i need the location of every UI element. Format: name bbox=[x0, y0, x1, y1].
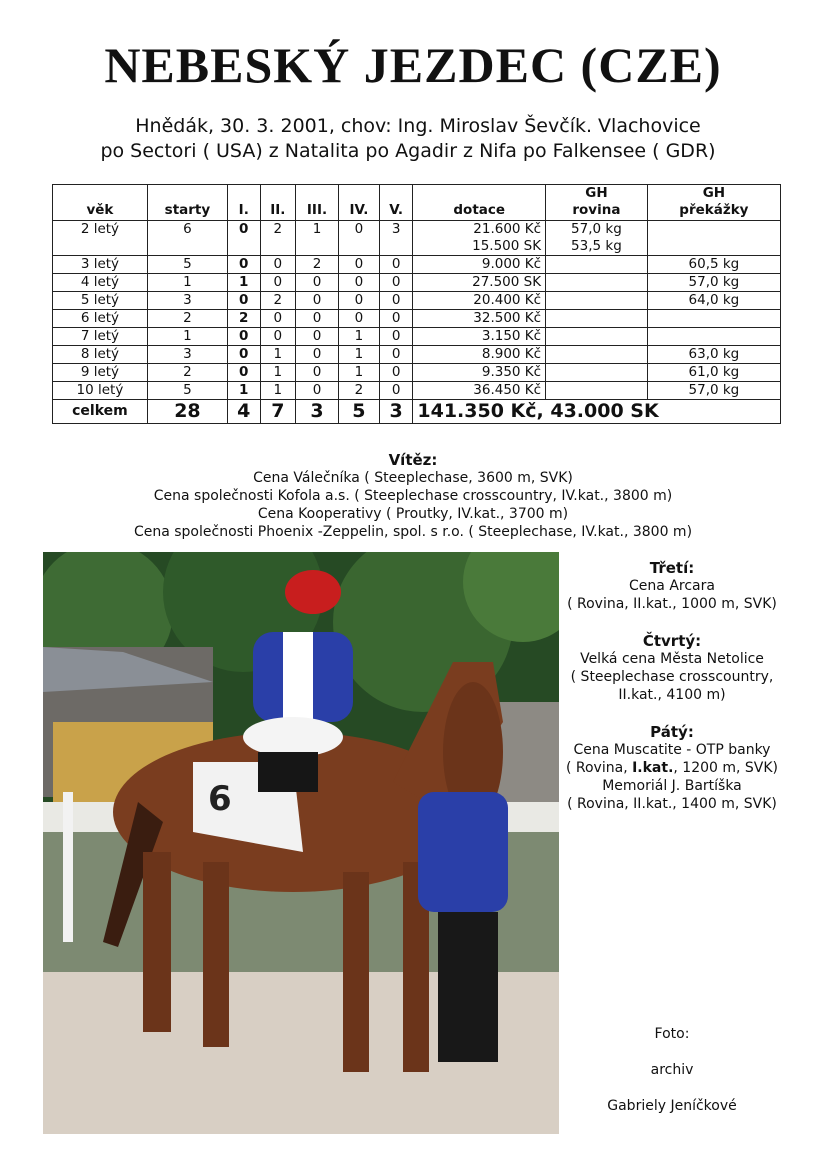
table-cell-second: 0 bbox=[260, 310, 296, 328]
table-cell-first: 0 bbox=[227, 256, 260, 274]
table-cell-third: 0 bbox=[296, 364, 339, 382]
table-cell-second: 2 bbox=[260, 292, 296, 310]
table-cell-age: 10 letý bbox=[53, 382, 148, 400]
fourth-race-detail: ( Steeplechase crosscountry, bbox=[570, 669, 774, 685]
column-header: starty bbox=[147, 185, 227, 221]
table-cell-age: 5 letý bbox=[53, 292, 148, 310]
photo-credit-line: Gabriely Jeníčkové bbox=[607, 1098, 737, 1114]
total-cell-third: 3 bbox=[296, 400, 339, 424]
table-cell-first: 0 bbox=[227, 221, 260, 256]
total-cell-fourth: 5 bbox=[338, 400, 379, 424]
table-cell-fourth: 2 bbox=[338, 382, 379, 400]
table-cell-third: 0 bbox=[296, 382, 339, 400]
photo-credit-line: archiv bbox=[650, 1062, 694, 1078]
table-cell-gh-flat bbox=[546, 274, 648, 292]
table-cell-gh-jump bbox=[647, 310, 780, 328]
table-cell-age: 2 letý bbox=[53, 221, 148, 256]
table-cell-second: 1 bbox=[260, 346, 296, 364]
table-cell-fifth: 0 bbox=[379, 382, 413, 400]
table-cell-third: 1 bbox=[296, 221, 339, 256]
table-cell-second: 2 bbox=[260, 221, 296, 256]
total-cell-second: 7 bbox=[260, 400, 296, 424]
horse-info-line: Hnědák, 30. 3. 2001, chov: Ing. Miroslav Ševčík. Vlachovice bbox=[135, 115, 701, 137]
table-cell-prize: 36.450 Kč bbox=[413, 382, 546, 400]
table-cell-first: 0 bbox=[227, 364, 260, 382]
table-cell-first: 0 bbox=[227, 346, 260, 364]
total-row bbox=[53, 400, 781, 424]
table-cell-starts: 5 bbox=[147, 382, 227, 400]
table-cell-starts: 1 bbox=[147, 328, 227, 346]
table-cell-age: 7 letý bbox=[53, 328, 148, 346]
table-cell-second: 0 bbox=[260, 274, 296, 292]
table-row bbox=[53, 292, 781, 310]
table-cell-starts: 3 bbox=[147, 292, 227, 310]
table-cell-gh-flat bbox=[546, 310, 648, 328]
table-cell-gh-jump: 60,5 kg bbox=[647, 256, 780, 274]
table-cell-age: 8 letý bbox=[53, 346, 148, 364]
table-cell-fourth: 0 bbox=[338, 292, 379, 310]
table-cell-prize: 21.600 Kč 15.500 SK bbox=[413, 221, 546, 256]
table-cell-fifth: 0 bbox=[379, 256, 413, 274]
total-cell-label: celkem bbox=[53, 400, 148, 424]
winner-race: Cena společnosti Phoenix -Zeppelin, spol. s r.o. ( Steeplechase, IV.kat., 3800 m) bbox=[133, 524, 693, 540]
table-row bbox=[53, 256, 781, 274]
photo-credit bbox=[563, 1025, 781, 1133]
table-cell-fifth: 3 bbox=[379, 221, 413, 256]
third-place-section bbox=[563, 559, 781, 613]
table-cell-prize: 20.400 Kč bbox=[413, 292, 546, 310]
column-header: III. bbox=[296, 185, 339, 221]
table-cell-prize: 9.350 Kč bbox=[413, 364, 546, 382]
fourth-heading: Čtvrtý: bbox=[642, 632, 702, 650]
table-cell-gh-jump: 57,0 kg bbox=[647, 382, 780, 400]
table-cell-fourth: 0 bbox=[338, 274, 379, 292]
table-cell-gh-jump: 61,0 kg bbox=[647, 364, 780, 382]
column-header: V. bbox=[379, 185, 413, 221]
horse-photo bbox=[43, 552, 559, 1134]
table-cell-second: 1 bbox=[260, 364, 296, 382]
table-header-row bbox=[53, 185, 781, 221]
total-cell-fifth: 3 bbox=[379, 400, 413, 424]
table-cell-fourth: 1 bbox=[338, 346, 379, 364]
total-cell-starts: 28 bbox=[147, 400, 227, 424]
table-cell-first: 0 bbox=[227, 328, 260, 346]
table-cell-third: 0 bbox=[296, 310, 339, 328]
table-cell-age: 3 letý bbox=[53, 256, 148, 274]
table-cell-gh-jump bbox=[647, 328, 780, 346]
third-heading: Třetí: bbox=[649, 559, 695, 577]
table-row bbox=[53, 346, 781, 364]
winner-section bbox=[0, 451, 826, 541]
table-row bbox=[53, 328, 781, 346]
fifth-race: Memoriál J. Bartíška bbox=[602, 778, 742, 794]
column-header: II. bbox=[260, 185, 296, 221]
fourth-place-section bbox=[563, 632, 781, 704]
third-race: Cena Arcara bbox=[629, 578, 715, 594]
table-cell-prize: 3.150 Kč bbox=[413, 328, 546, 346]
table-cell-third: 2 bbox=[296, 256, 339, 274]
winner-race: Cena Válečníka ( Steeplechase, 3600 m, SVK) bbox=[253, 470, 573, 486]
table-cell-gh-jump: 64,0 kg bbox=[647, 292, 780, 310]
race-record-table bbox=[52, 184, 781, 424]
table-cell-gh-flat bbox=[546, 346, 648, 364]
table-cell-first: 1 bbox=[227, 274, 260, 292]
table-cell-first: 0 bbox=[227, 292, 260, 310]
column-header: GH rovina bbox=[546, 185, 648, 221]
table-cell-third: 0 bbox=[296, 292, 339, 310]
column-header: I. bbox=[227, 185, 260, 221]
table-cell-first: 2 bbox=[227, 310, 260, 328]
table-cell-second: 0 bbox=[260, 328, 296, 346]
column-header: dotace bbox=[413, 185, 546, 221]
table-cell-gh-flat bbox=[546, 292, 648, 310]
table-cell-starts: 2 bbox=[147, 310, 227, 328]
table-cell-starts: 2 bbox=[147, 364, 227, 382]
table-cell-second: 0 bbox=[260, 256, 296, 274]
table-cell-second: 1 bbox=[260, 382, 296, 400]
page-title: NEBESKÝ JEZDEC (CZE) bbox=[104, 37, 722, 93]
table-cell-fourth: 1 bbox=[338, 364, 379, 382]
table-cell-third: 0 bbox=[296, 346, 339, 364]
table-cell-third: 0 bbox=[296, 328, 339, 346]
photo-credit-line: Foto: bbox=[654, 1026, 690, 1042]
column-header: GH překážky bbox=[647, 185, 780, 221]
total-cell-prize: 141.350 Kč, 43.000 SK bbox=[413, 400, 781, 424]
table-cell-age: 6 letý bbox=[53, 310, 148, 328]
fifth-place-section bbox=[563, 723, 781, 813]
table-cell-gh-flat bbox=[546, 328, 648, 346]
table-cell-fifth: 0 bbox=[379, 346, 413, 364]
table-cell-starts: 1 bbox=[147, 274, 227, 292]
table-cell-gh-jump: 57,0 kg bbox=[647, 274, 780, 292]
third-race-detail: ( Rovina, II.kat., 1000 m, SVK) bbox=[567, 596, 777, 612]
table-cell-fourth: 0 bbox=[338, 221, 379, 256]
svg-text:6: 6 bbox=[208, 779, 232, 819]
pedigree-line: po Sectori ( USA) z Natalita po Agadir z Nifa po Falkensee ( GDR) bbox=[100, 140, 716, 162]
column-header: věk bbox=[53, 185, 148, 221]
table-cell-third: 0 bbox=[296, 274, 339, 292]
fifth-race-detail: ( Rovina, I.kat., 1200 m, SVK) bbox=[565, 760, 779, 776]
table-cell-age: 4 letý bbox=[53, 274, 148, 292]
table-cell-prize: 32.500 Kč bbox=[413, 310, 546, 328]
winner-race: Cena Kooperativy ( Proutky, IV.kat., 3700 m) bbox=[257, 506, 569, 522]
fifth-race: Cena Muscatite - OTP banky bbox=[573, 742, 771, 758]
table-cell-fourth: 0 bbox=[338, 310, 379, 328]
total-cell-first: 4 bbox=[227, 400, 260, 424]
table-cell-gh-jump bbox=[647, 221, 780, 256]
table-cell-fifth: 0 bbox=[379, 292, 413, 310]
winner-race: Cena společnosti Kofola a.s. ( Steeplechase crosscountry, IV.kat., 3800 m) bbox=[153, 488, 673, 504]
table-row bbox=[53, 364, 781, 382]
fifth-heading: Pátý: bbox=[650, 723, 694, 741]
column-header: IV. bbox=[338, 185, 379, 221]
table-cell-gh-jump: 63,0 kg bbox=[647, 346, 780, 364]
table-cell-fifth: 0 bbox=[379, 310, 413, 328]
table-cell-starts: 6 bbox=[147, 221, 227, 256]
fourth-race: Velká cena Města Netolice bbox=[580, 651, 764, 667]
table-row bbox=[53, 382, 781, 400]
table-cell-fourth: 0 bbox=[338, 256, 379, 274]
table-row bbox=[53, 274, 781, 292]
table-cell-gh-flat bbox=[546, 256, 648, 274]
winner-heading: Vítěz: bbox=[388, 451, 438, 469]
table-cell-prize: 8.900 Kč bbox=[413, 346, 546, 364]
table-cell-gh-flat bbox=[546, 364, 648, 382]
fifth-race-detail: ( Rovina, II.kat., 1400 m, SVK) bbox=[567, 796, 777, 812]
table-row bbox=[53, 310, 781, 328]
fourth-race-detail: II.kat., 4100 m) bbox=[618, 687, 726, 703]
table-cell-first: 1 bbox=[227, 382, 260, 400]
table-cell-prize: 9.000 Kč bbox=[413, 256, 546, 274]
table-cell-starts: 3 bbox=[147, 346, 227, 364]
table-cell-fifth: 0 bbox=[379, 274, 413, 292]
table-cell-fourth: 1 bbox=[338, 328, 379, 346]
table-row bbox=[53, 221, 781, 256]
table-cell-age: 9 letý bbox=[53, 364, 148, 382]
table-cell-gh-flat: 57,0 kg 53,5 kg bbox=[546, 221, 648, 256]
table-cell-gh-flat bbox=[546, 382, 648, 400]
table-cell-prize: 27.500 SK bbox=[413, 274, 546, 292]
table-cell-fifth: 0 bbox=[379, 364, 413, 382]
table-cell-starts: 5 bbox=[147, 256, 227, 274]
table-cell-fifth: 0 bbox=[379, 328, 413, 346]
